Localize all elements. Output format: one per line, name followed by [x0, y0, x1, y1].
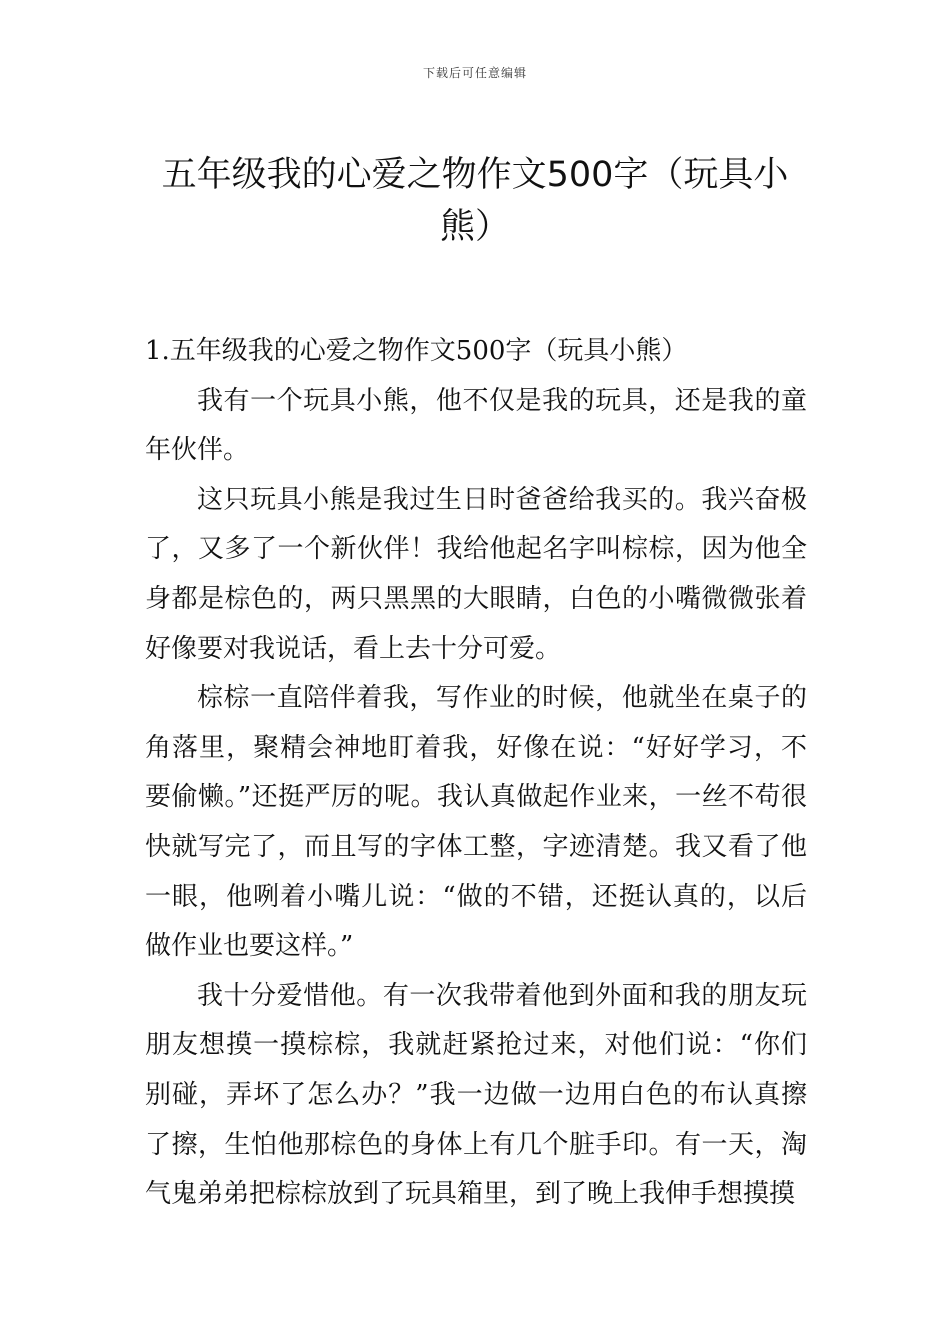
- paragraph-2: 这只玩具小熊是我过生日时爸爸给我买的。我兴奋极了，又多了一个新伙伴！我给他起名字叫棕棕，因为他全身都是棕色的，两只黑黑的大眼睛，白色的小嘴微微张着好像要对我说话，看上去十分可爱。: [145, 484, 807, 664]
- header-note: 下载后可任意编辑: [422, 66, 527, 80]
- document-body: [145, 327, 807, 1220]
- document-title: 五年级我的心爱之物作文500字（玩具小熊）: [161, 155, 789, 248]
- section-heading: 1.五年级我的心爱之物作文500字（玩具小熊）: [145, 336, 688, 366]
- paragraph-3: 棕棕一直陪伴着我，写作业的时候，他就坐在桌子的角落里，聚精会神地盯着我，好像在说：“好好学习，不要偷懒。”还挺严厉的呢。我认真做起作业来，一丝不苟很快就写完了，而且写的字体工整，字迹清楚。我又看了他一眼，他咧着小嘴儿说：“做的不错，还挺认真的，以后做作业也要这样。”: [145, 683, 807, 962]
- paragraph-4: 我十分爱惜他。有一次我带着他到外面和我的朋友玩朋友想摸一摸棕棕，我就赶紧抢过来，对他们说：“你们别碰，弄坏了怎么办？”我一边做一边用白色的布认真擦了擦，生怕他那棕色的身体上有几个脏手印。有一天，淘气鬼弟弟把棕棕放到了玩具箱里，到了晚上我伸手想摸摸: [145, 980, 807, 1210]
- paragraph-1: 我有一个玩具小熊，他不仅是我的玩具，还是我的童年伙伴。: [145, 385, 807, 466]
